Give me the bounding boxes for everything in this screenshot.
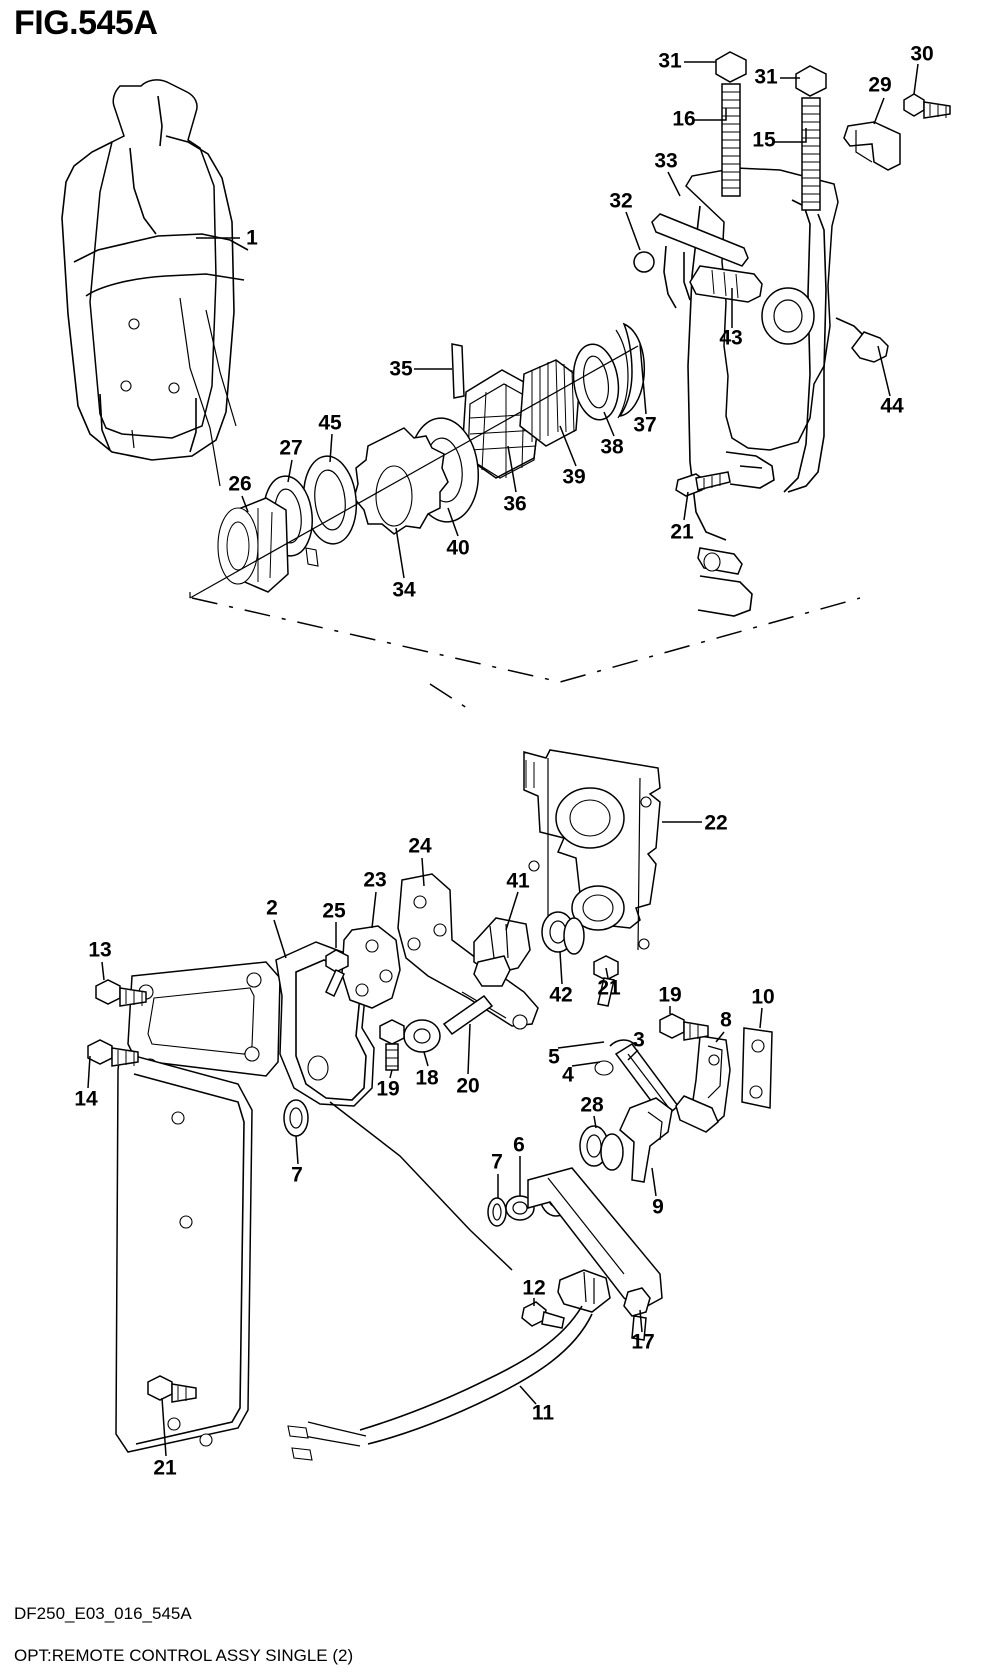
callout-3: 3 [633,1028,645,1052]
callout-4: 4 [562,1063,574,1087]
part-remote-control-box [62,80,248,486]
callout-30: 30 [910,42,934,66]
callout-33: 33 [654,149,678,173]
callout-8: 8 [720,1008,732,1032]
callout-11: 11 [531,1401,555,1425]
callout-38: 38 [600,435,624,459]
page-title: FIG.545A [14,4,158,42]
callout-7b: 7 [491,1150,503,1174]
callout-39: 39 [562,465,586,489]
part-shaft-and-bushings [190,324,644,598]
callout-19a: 19 [658,983,682,1007]
callout-21b: 21 [597,976,621,1000]
callout-2: 2 [266,896,278,920]
figure-caption: OPT:REMOTE CONTROL ASSY SINGLE (2) [14,1646,354,1665]
callout-41: 41 [506,869,530,893]
callout-13: 13 [88,938,112,962]
callout-21a: 21 [670,520,694,544]
callout-26: 26 [228,472,252,496]
callout-1: 1 [246,226,258,250]
callout-6: 6 [513,1133,525,1157]
callout-36: 36 [503,492,527,516]
callout-29: 29 [868,73,892,97]
callout-45: 45 [318,411,342,435]
callout-28: 28 [580,1093,604,1117]
callout-31b: 31 [754,65,778,89]
callout-23: 23 [363,868,387,892]
figure-code: DF250_E03_016_545A [14,1604,192,1623]
callout-12: 12 [522,1276,546,1300]
callout-31a: 31 [658,49,682,73]
callout-42: 42 [549,983,573,1007]
callout-44: 44 [880,394,904,418]
callout-15: 15 [752,128,776,152]
callout-10: 10 [751,985,775,1009]
callout-16: 16 [672,107,696,131]
callout-9: 9 [652,1195,664,1219]
callout-37: 37 [633,413,657,437]
callout-25: 25 [322,899,346,923]
section-break-line [192,598,860,682]
callout-27: 27 [279,436,303,460]
callout-34: 34 [392,578,416,602]
callout-24: 24 [408,834,432,858]
callout-22: 22 [704,811,728,835]
callout-18: 18 [415,1066,439,1090]
callout-19b: 19 [376,1077,400,1101]
callout-40: 40 [446,536,470,560]
callout-43: 43 [719,326,743,350]
callout-7a: 7 [291,1163,303,1187]
callout-14: 14 [74,1087,98,1111]
callout-32: 32 [609,189,633,213]
callout-35: 35 [389,357,413,381]
callout-17: 17 [631,1330,655,1354]
callout-5: 5 [548,1045,560,1069]
callout-21c: 21 [153,1456,177,1480]
callout-20: 20 [456,1074,480,1098]
